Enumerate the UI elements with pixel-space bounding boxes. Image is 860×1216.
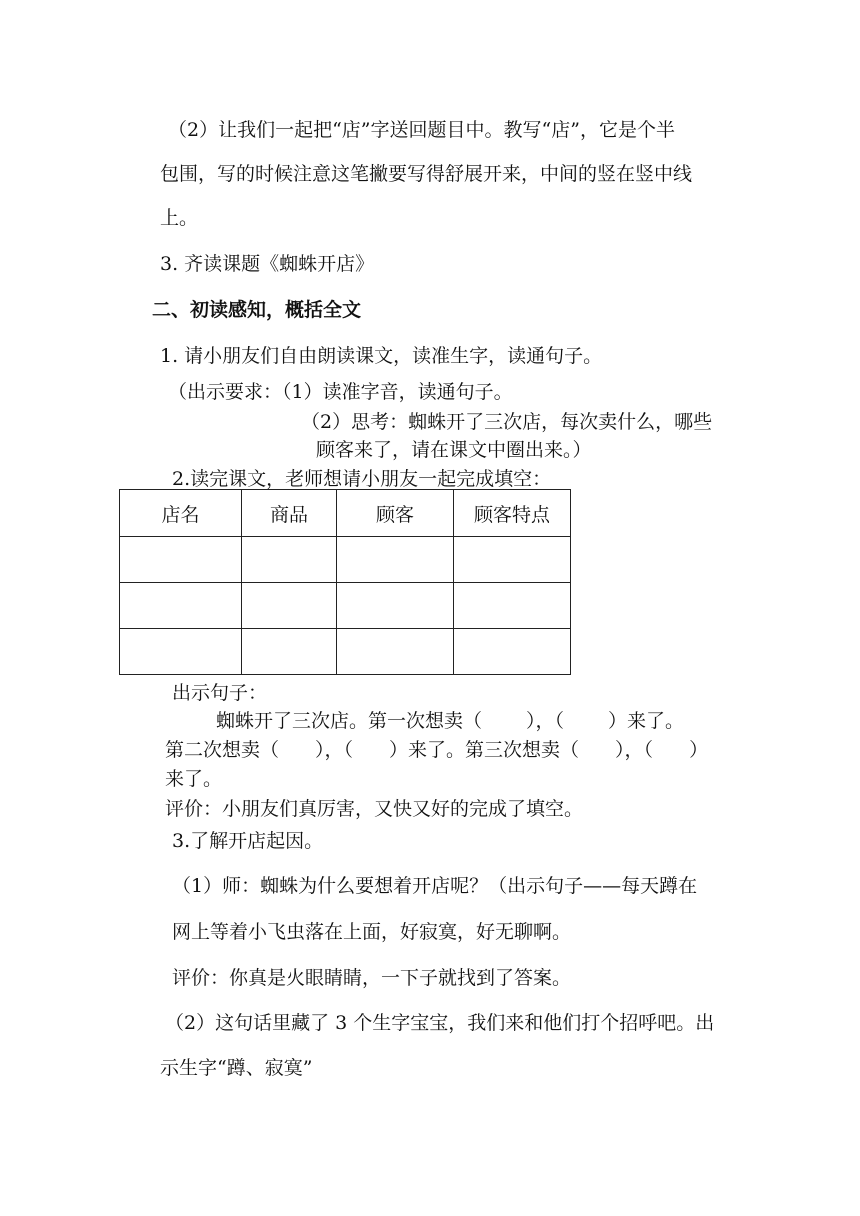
list-item: 3.了解开店起因。 [172,830,324,852]
fill-in-table [119,489,571,675]
sentence-part: ），（ [526,710,565,732]
table-cell [120,629,242,675]
sentence-part: ） [689,739,709,761]
evaluation-line: 评价：小朋友们真厉害，又快又好的完成了填空。 [165,798,584,820]
table-cell [120,583,242,629]
sentence-part: 蜘蛛开了三次店。第一次想卖（ [216,710,483,732]
paragraph-line: 来了。 [165,768,223,790]
sentence-part: ）来了。 [608,710,685,732]
paragraph-line: （2）这句话里藏了 3 个生字宝宝，我们来和他们打个招呼吧。出 [165,1012,715,1034]
list-item: 2.读完课文，老师想请小朋友一起完成填空： [172,468,552,490]
table-header-row [120,490,571,537]
table-header-cell: 顾客 [337,490,454,537]
sentence-part: ）来了。第三次想卖（ [389,739,580,761]
table-cell [337,537,454,583]
paragraph-line: （1）师：蜘蛛为什么要想着开店呢？（出示句子——每天蹲在 [172,875,698,897]
paragraph-line: 上。 [160,207,199,229]
table-cell [120,537,242,583]
table-header-cell: 顾客特点 [454,490,571,537]
table-row [120,537,571,583]
paragraph-line: 包围，写的时候注意这笔撇要写得舒展开来，中间的竖在竖中线 [160,163,693,185]
table-row [120,629,571,675]
section-heading: 二、初读感知，概括全文 [152,299,362,321]
table-cell [242,629,337,675]
sentence-part: ），（ [615,739,654,761]
evaluation-line: 评价：你真是火眼睛睛，一下子就找到了答案。 [172,967,572,989]
sentence-part: ），（ [315,739,354,761]
table-row [120,583,571,629]
requirement-line: （出示要求：（1）读准字音，读通句子。 [168,381,513,403]
table-header-cell: 店名 [120,490,242,537]
requirement-line: 顾客来了，请在课文中圈出来。） [316,439,592,461]
sentence-part: 第二次想卖（ [165,739,280,761]
table-cell [242,583,337,629]
table-cell [454,583,571,629]
table-cell [337,629,454,675]
paragraph-line: （2）让我们一起把“店”字送回题目中。教写“店”，它是个半 [168,119,675,141]
table-cell [337,583,454,629]
list-item: 1. 请小朋友们自由朗读课文，读准生字，读通句子。 [160,345,603,367]
table-cell [454,537,571,583]
fill-blank-sentence [216,708,684,734]
table-cell [242,537,337,583]
requirement-line: （2）思考：蜘蛛开了三次店，每次卖什么，哪些 [301,411,713,433]
paragraph-line: 示生字“蹲、寂寞” [160,1057,313,1079]
paragraph-line: 网上等着小飞虫落在上面，好寂寞，好无聊啊。 [172,921,572,943]
fill-blank-sentence [165,737,708,763]
table-header-cell: 商品 [242,490,337,537]
paragraph-line: 出示句子： [172,682,268,704]
list-item: 3. 齐读课题《蜘蛛开店》 [160,253,375,275]
table-cell [454,629,571,675]
